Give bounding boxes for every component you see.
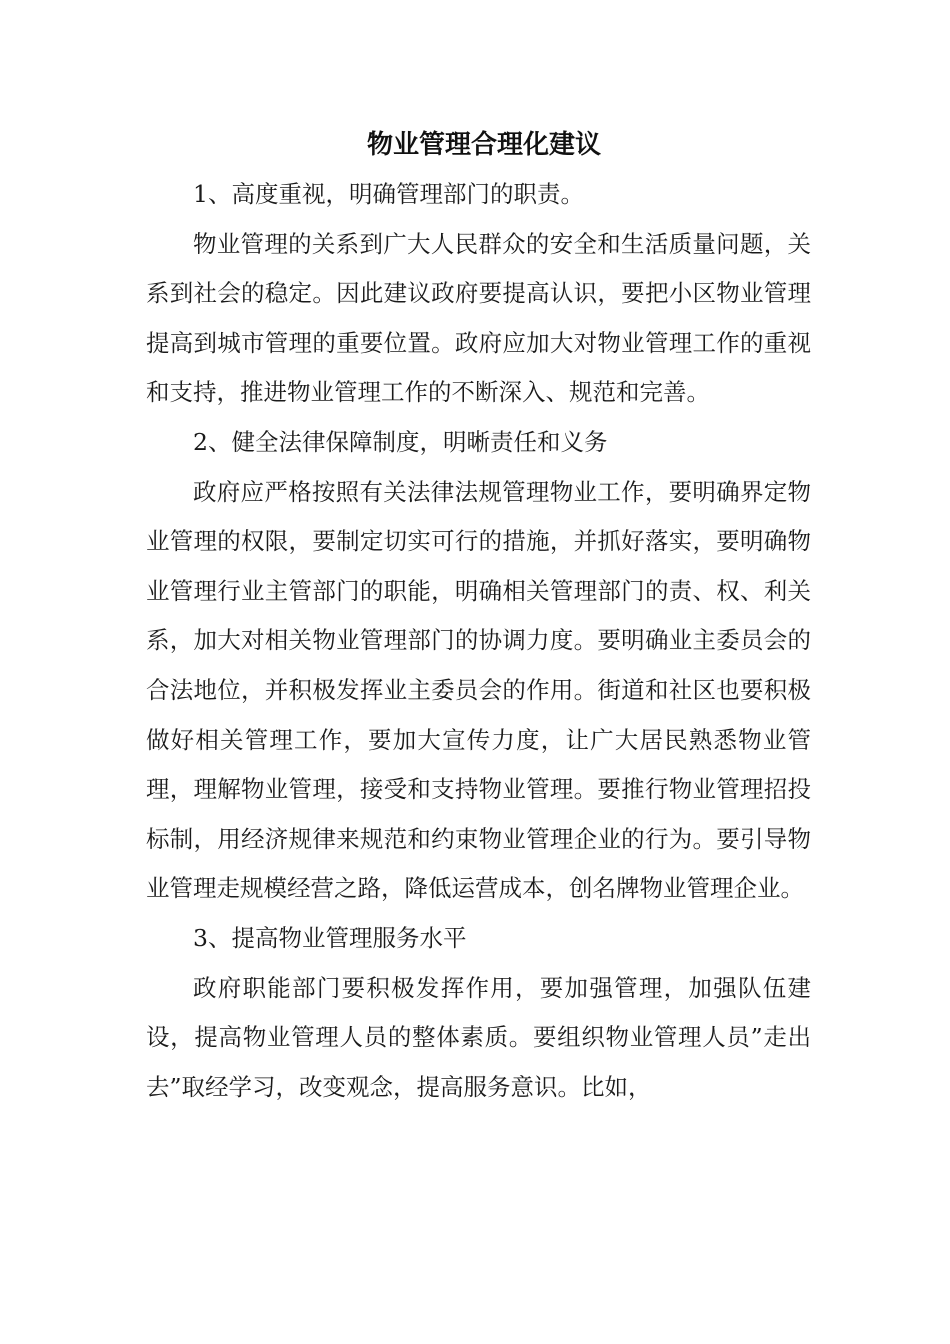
document-title: 物业管理合理化建议 [366,130,601,160]
paragraph-2: 政府应严格按照有关法律法规管理物业工作，要明确界定物业管理的权限，要制定切实可行的措施，并抓好落实，要明确物业管理行业主管部门的职能，明确相关管理部门的责、权、利关系，加大对相关物业管理部门的协调力度。要明确业主委员会的合法地位，并积极发挥业主委员会的作用。街道和社区也要积极做好相关管理工作，要加大宣传力度，让广大居民熟悉物业管理，理解物业管理，接受和支持物业管理。要推行物业管理招投标制，用经济规律来规范和约束物业管理企业的行为。要引导物业管理走规模经营之路，降低运营成本，创名牌物业管理企业。 [146,477,811,903]
document-body [146,170,811,1112]
section-heading-3: 3、提高物业管理服务水平 [193,923,467,952]
section-heading-1: 1、高度重视，明确管理部门的职责。 [193,180,584,208]
section-heading-2: 2、健全法律保障制度，明晰责任和义务 [193,427,608,456]
paragraph-1: 物业管理的关系到广大人民群众的安全和生活质量问题，关系到社会的稳定。因此建议政府要提高认识，要把小区物业管理提高到城市管理的重要位置。政府应加大对物业管理工作的重视和支持，推进物业管理工作的不断深入、规范和完善。 [146,229,811,407]
paragraph-3: 政府职能部门要积极发挥作用，要加强管理，加强队伍建设，提高物业管理人员的整体素质。要组织物业管理人员”走出去”取经学习，改变观念，提高服务意识。比如， [146,973,811,1101]
